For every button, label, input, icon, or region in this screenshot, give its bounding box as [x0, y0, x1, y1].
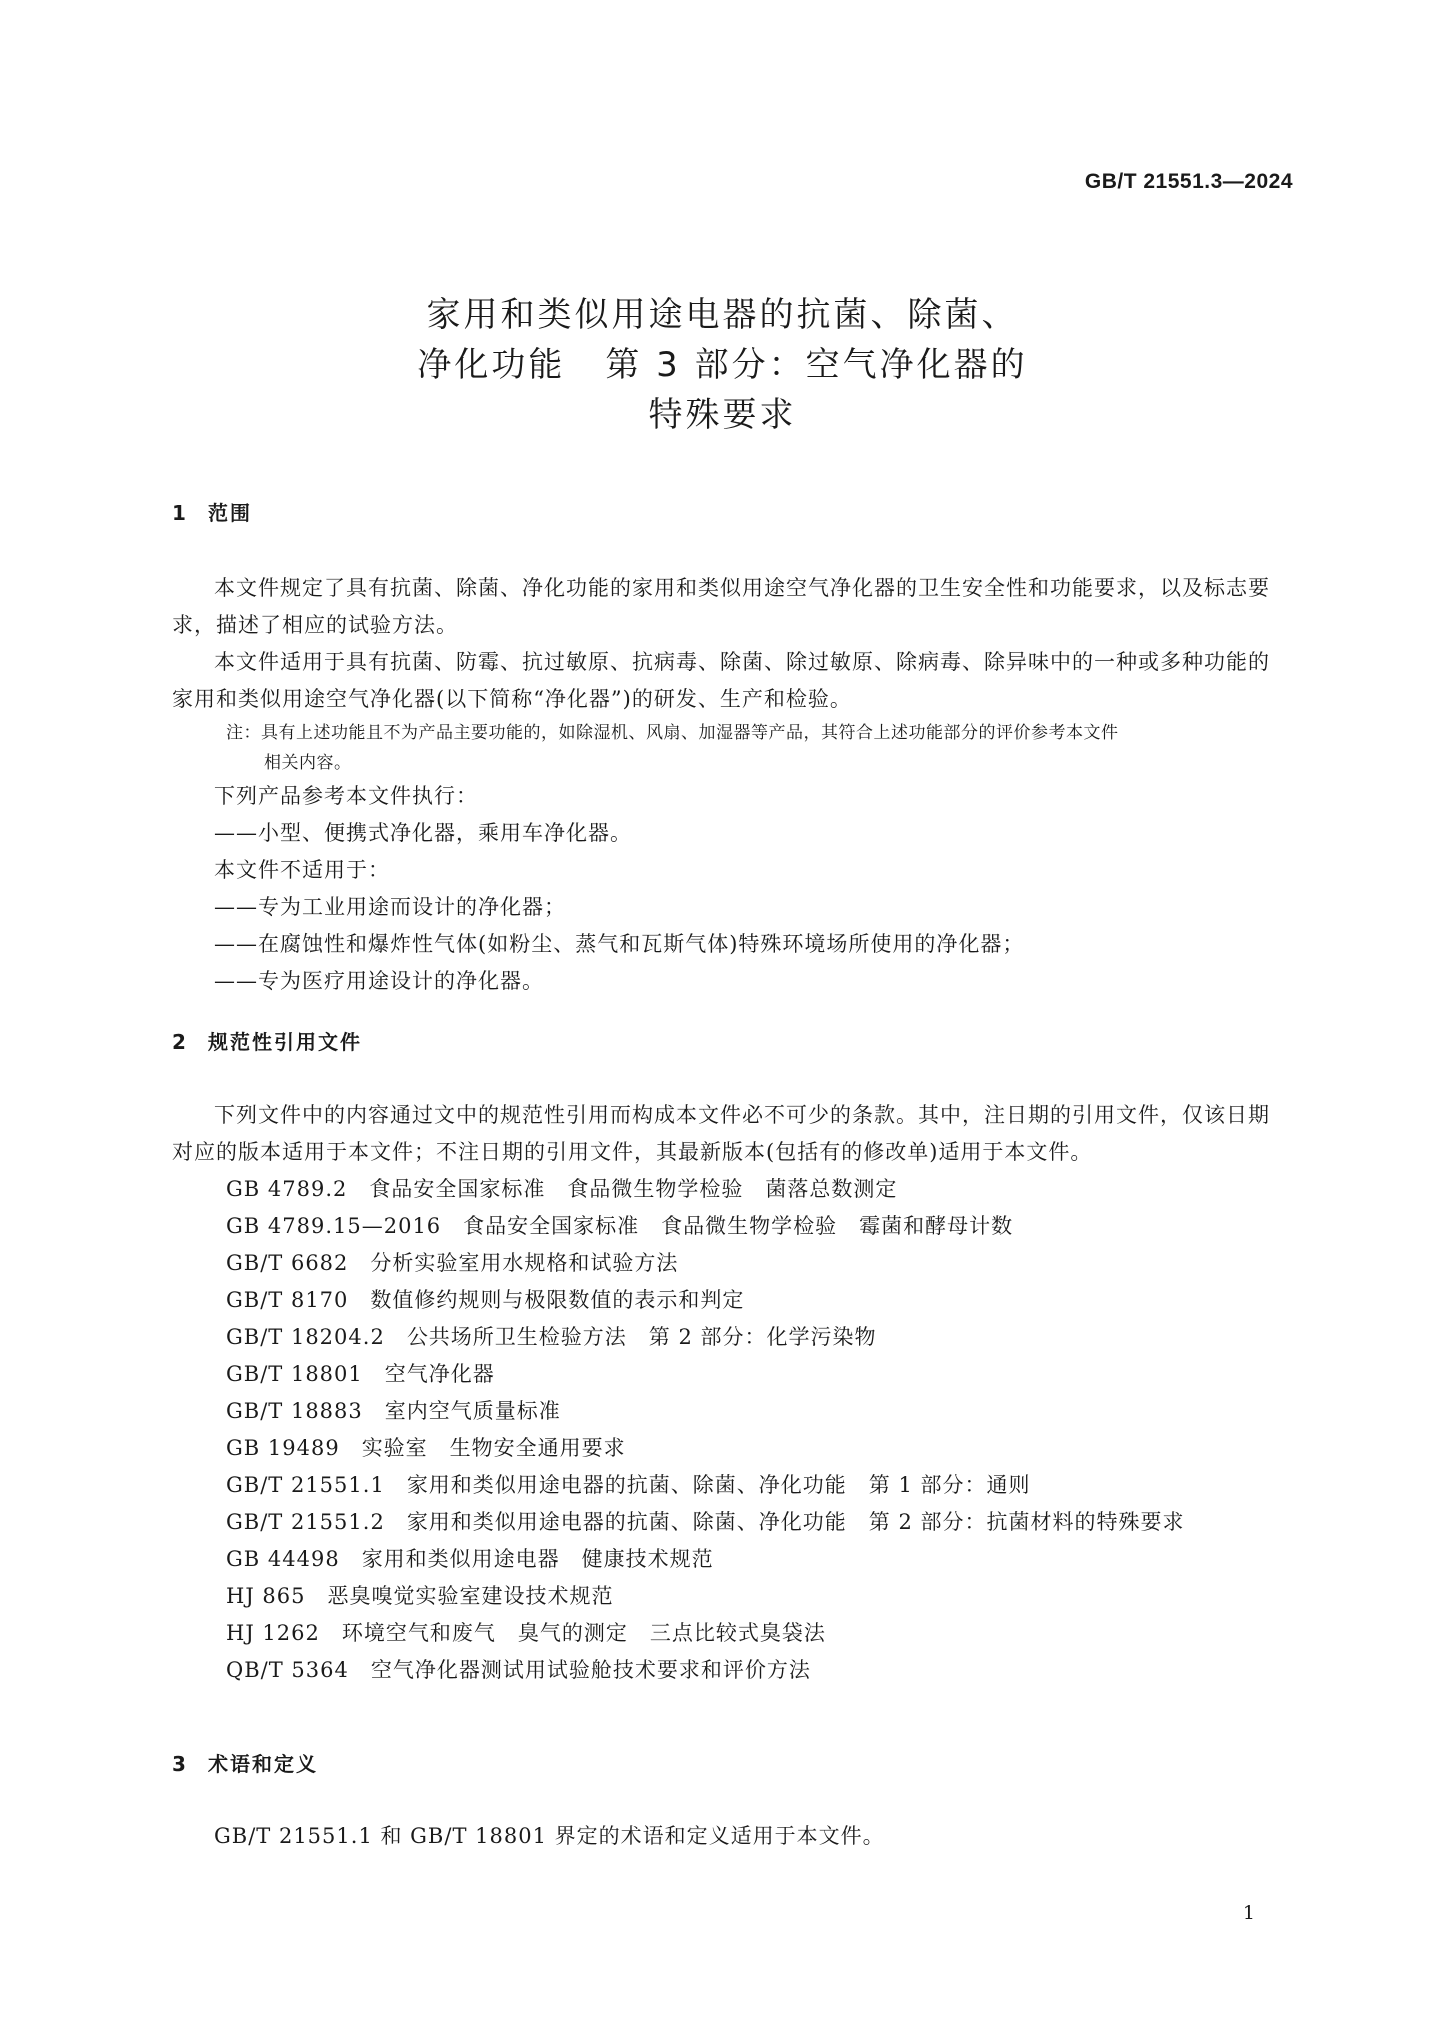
scope-exclusion-intro: 本文件不适用于： [214, 858, 390, 882]
title-line-2 [0, 340, 1445, 390]
reference-code: GB/T 6682 [226, 1251, 349, 1275]
section-1-number: 1 [172, 501, 188, 525]
reference-item [172, 1504, 1287, 1541]
reference-code: GB/T 8170 [226, 1288, 349, 1312]
section-3-body [172, 1818, 1287, 1855]
reference-title: 环境空气和废气 臭气的测定 三点比较式臭袋法 [341, 1621, 826, 1645]
scope-note-line-1: 注：具有上述功能且不为产品主要功能的，如除湿机、风扇、加湿器等产品，其符合上述功能部分的评价参考本文件 [226, 723, 1119, 743]
section-2-number: 2 [172, 1030, 188, 1054]
reference-title: 食品安全国家标准 食品微生物学检验 菌落总数测定 [369, 1177, 898, 1201]
reference-item [172, 1541, 1287, 1578]
reference-title: 分析实验室用水规格和试验方法 [370, 1251, 679, 1275]
reference-title: 空气净化器测试用试验舱技术要求和评价方法 [370, 1658, 811, 1682]
section-2-body [172, 1097, 1287, 1689]
reference-title: 恶臭嗅觉实验室建设技术规范 [327, 1584, 614, 1608]
terms-paragraph: GB/T 21551.1 和 GB/T 18801 界定的术语和定义适用于本文件。 [214, 1824, 885, 1848]
reference-code: HJ 865 [226, 1584, 306, 1608]
title-line-3: 特殊要求 [648, 395, 797, 435]
scope-paragraph-1: 本文件规定了具有抗菌、除菌、净化功能的家用和类似用途空气净化器的卫生安全性和功能要求，以及标志要求，描述了相应的试验方法。 [172, 576, 1270, 637]
reference-title: 食品安全国家标准 食品微生物学检验 霉菌和酵母计数 [463, 1214, 1014, 1238]
reference-item [172, 1282, 1287, 1319]
reference-item [172, 1578, 1287, 1615]
reference-item [172, 1652, 1287, 1689]
reference-item [172, 1245, 1287, 1282]
scope-exclusion-item-3: ——专为医疗用途设计的净化器。 [214, 969, 544, 993]
reference-title: 实验室 生物安全通用要求 [361, 1436, 626, 1460]
title-line-1: 家用和类似用途电器的抗菌、除菌、 [426, 295, 1019, 335]
reference-item [172, 1208, 1287, 1245]
title-line-2-part-a: 净化功能 [417, 345, 566, 385]
reference-code: GB/T 18883 [226, 1399, 363, 1423]
reference-code: GB/T 18801 [226, 1362, 363, 1386]
reference-item [172, 1615, 1287, 1652]
reference-item [172, 1319, 1287, 1356]
section-3-heading [172, 1748, 318, 1777]
reference-item [172, 1171, 1287, 1208]
reference-title: 家用和类似用途电器的抗菌、除菌、净化功能 第 1 部分：通则 [406, 1473, 1031, 1497]
reference-code: GB 4789.2 [226, 1177, 348, 1201]
reference-code: HJ 1262 [226, 1621, 320, 1645]
scope-exclusion-item-2: ——在腐蚀性和爆炸性气体(如粉尘、蒸气和瓦斯气体)特殊环境场所使用的净化器； [214, 932, 1025, 956]
section-2-heading [172, 1026, 362, 1055]
reference-title: 公共场所卫生检验方法 第 2 部分：化学污染物 [406, 1325, 877, 1349]
reference-item [172, 1430, 1287, 1467]
reference-code: GB 4789.15—2016 [226, 1214, 442, 1238]
reference-code: GB/T 21551.1 [226, 1473, 385, 1497]
reference-title: 室内空气质量标准 [384, 1399, 561, 1423]
page-number: 1 [1242, 1902, 1255, 1924]
document-code: GB/T 21551.3—2024 [1084, 170, 1293, 193]
scope-note-line-2: 相关内容。 [264, 753, 352, 773]
document-title [0, 290, 1445, 440]
normative-references-paragraph: 下列文件中的内容通过文中的规范性引用而构成本文件必不可少的条款。其中，注日期的引用文件，仅该日期对应的版本适用于本文件；不注日期的引用文件，其最新版本(包括有的修改单)适用于本文件。 [172, 1103, 1270, 1164]
reference-code: GB 19489 [226, 1436, 340, 1460]
scope-note [172, 718, 1287, 778]
scope-reference-item: ——小型、便携式净化器，乘用车净化器。 [214, 821, 632, 845]
reference-item [172, 1467, 1287, 1504]
reference-code: QB/T 5364 [226, 1658, 349, 1682]
reference-title: 数值修约规则与极限数值的表示和判定 [370, 1288, 745, 1312]
scope-paragraph-2: 本文件适用于具有抗菌、防霉、抗过敏原、抗病毒、除菌、除过敏原、除病毒、除异味中的一种或多种功能的家用和类似用途空气净化器(以下简称“净化器”)的研发、生产和检验。 [172, 650, 1270, 711]
section-1-heading [172, 497, 252, 526]
reference-item [172, 1356, 1287, 1393]
section-1-title: 范围 [208, 501, 252, 525]
reference-title: 家用和类似用途电器的抗菌、除菌、净化功能 第 2 部分：抗菌材料的特殊要求 [406, 1510, 1185, 1534]
section-3-number: 3 [172, 1752, 188, 1776]
scope-reference-intro: 下列产品参考本文件执行： [214, 784, 478, 808]
normative-references-list [172, 1171, 1287, 1689]
section-1-body [172, 570, 1287, 1000]
scope-exclusion-item-1: ——专为工业用途而设计的净化器； [214, 895, 566, 919]
section-2-title: 规范性引用文件 [208, 1030, 362, 1054]
reference-code: GB/T 18204.2 [226, 1325, 385, 1349]
reference-title: 家用和类似用途电器 健康技术规范 [361, 1547, 714, 1571]
section-3-title: 术语和定义 [208, 1752, 318, 1776]
reference-item [172, 1393, 1287, 1430]
reference-code: GB/T 21551.2 [226, 1510, 385, 1534]
reference-code: GB 44498 [226, 1547, 340, 1571]
reference-title: 空气净化器 [384, 1362, 495, 1386]
title-line-2-part-b: 第 3 部分：空气净化器的 [605, 345, 1028, 385]
